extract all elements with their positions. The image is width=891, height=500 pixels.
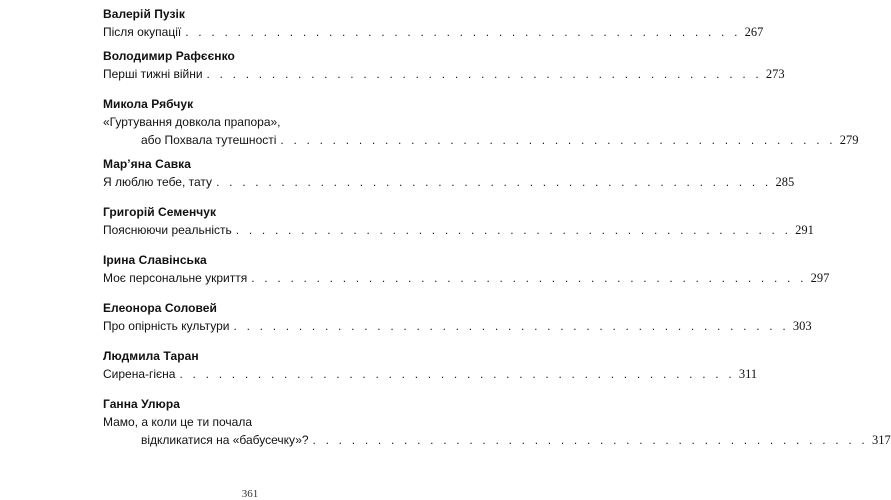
toc-entry [103,397,891,447]
toc-title-line [103,133,859,147]
toc-entry [103,49,785,81]
toc-title-continued: відкликатися на «бабусечку»? [141,433,309,447]
toc-entry [103,157,795,189]
toc-title-line [103,433,891,447]
toc-title: «Гуртування довкола прапора», [103,115,281,129]
toc-page-number: 311 [738,367,758,381]
toc-author: Мар’яна Савка [103,157,191,171]
toc-page-number: 303 [792,319,812,333]
toc-title-line [103,319,812,333]
toc-author: Ірина Славінська [103,253,207,267]
toc-author: Ганна Улюра [103,397,180,411]
toc-leader-dots: . . . . . . . . . . . . . . . . . . . . . . . . . . . . . . . . . . . . . . . . . . . [216,175,772,189]
toc-page-number: 291 [795,223,814,237]
toc-page-number: 267 [744,25,764,39]
toc-title: Після окупації [103,25,182,39]
toc-leader-dots: . . . . . . . . . . . . . . . . . . . . . . . . . . . . . . . . . . . . . . . . . . . [233,319,789,333]
toc-leader-dots: . . . . . . . . . . . . . . . . . . . . . . . . . . . . . . . . . . . . . . . . . . . [312,433,868,447]
toc-author: Микола Рябчук [103,97,194,111]
toc-page-number: 273 [765,67,785,81]
toc-entry [103,97,859,147]
toc-entry [103,253,830,285]
toc-entry [103,7,764,39]
toc-leader-dots: . . . . . . . . . . . . . . . . . . . . . . . . . . . . . . . . . . . . . . . . . . . [185,25,741,39]
toc-title-line [103,223,814,237]
toc-title: Про опірність культури [103,319,230,333]
toc-title: Перші тижні війни [103,67,203,81]
toc-title-line [103,367,758,381]
toc-title-line [103,67,785,81]
toc-entry [103,205,814,237]
toc-author: Елеонора Соловей [103,301,217,315]
toc-page-number: 285 [775,175,795,189]
toc-leader-dots: . . . . . . . . . . . . . . . . . . . . . . . . . . . . . . . . . . . . . . . . . . . [280,133,836,147]
toc-page-number: 317 [871,433,891,447]
page-number: 361 [241,488,259,500]
toc-title-line [103,25,764,39]
toc-leader-dots: . . . . . . . . . . . . . . . . . . . . . . . . . . . . . . . . . . . . . . . . . . . [179,367,735,381]
toc-title: Пояснюючи реальність [103,223,232,237]
toc-leader-dots: . . . . . . . . . . . . . . . . . . . . . . . . . . . . . . . . . . . . . . . . . . . [206,67,762,81]
toc-author: Валерій Пузік [103,7,185,21]
toc-title-continued: або Похвала тутешності [141,133,277,147]
toc-page-number: 297 [810,271,830,285]
toc-entry [103,349,758,381]
toc-title: Моє персональне укриття [103,271,248,285]
toc-author: Володимир Рафєєнко [103,49,235,63]
toc-entry [103,301,812,333]
toc-title: Мамо, а коли це ти почала [103,415,253,429]
toc-leader-dots: . . . . . . . . . . . . . . . . . . . . . . . . . . . . . . . . . . . . . . . . . . . [251,271,807,285]
toc-title-line [103,175,795,189]
toc-title-line [103,271,830,285]
toc-leader-dots: . . . . . . . . . . . . . . . . . . . . . . . . . . . . . . . . . . . . . . . . . . . [235,223,792,237]
toc-author: Людмила Таран [103,349,199,363]
toc-title: Сирена-гієна [103,367,176,381]
toc-page-number: 279 [839,133,859,147]
toc-author: Григорій Семенчук [103,205,217,219]
toc-title: Я люблю тебе, тату [103,175,213,189]
